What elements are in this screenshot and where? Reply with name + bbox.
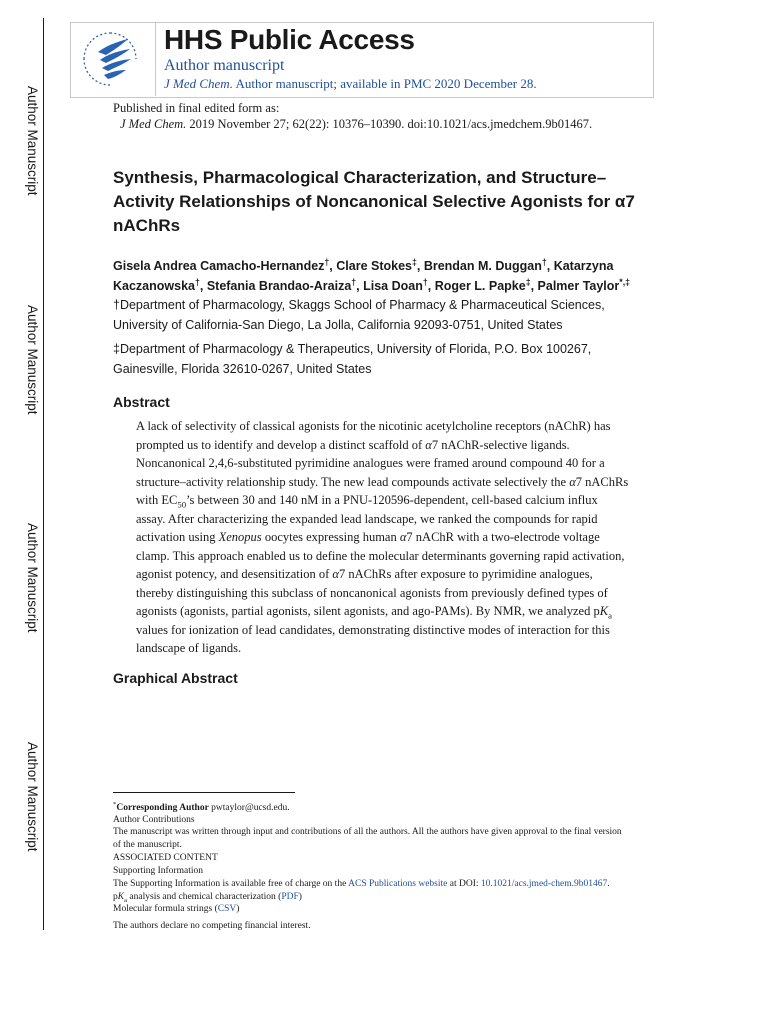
- pdf-link[interactable]: PDF: [281, 892, 299, 902]
- affiliation: ‡Department of Pharmacology & Therapeutics, University of Florida, P.O. Box 100267, Gainesville, Florida 32610-0267, United States: [113, 342, 592, 376]
- corresponding-author: *Corresponding Author pwtaylor@ucsd.edu.: [113, 800, 290, 813]
- author-contributions-heading: Author Contributions: [113, 815, 195, 825]
- associated-content-heading: ASSOCIATED CONTENT: [113, 853, 218, 863]
- competing-interest: The authors declare no competing financial interest.: [113, 921, 311, 931]
- article-title: Synthesis, Pharmacological Characterization, and Structure– Activity Relationships of Noncanonical Selective Agonists for α7 nAChRs: [113, 168, 635, 235]
- hhs-logo: [70, 22, 156, 96]
- published-label: Published in final edited form as:: [113, 101, 280, 115]
- doi-link[interactable]: 10.1021/acs.jmed-chem.9b01467: [480, 879, 608, 889]
- hhs-eagle-icon: [70, 22, 155, 96]
- supporting-information-heading: Supporting Information: [113, 866, 203, 876]
- pka-analysis-line: $pK_a$ analysis and chemical characterization (PDF): [113, 892, 302, 904]
- hhs-title: HHS Public Access: [164, 24, 415, 55]
- journal-availability: J Med Chem. Author manuscript; available in PMC 2020 December 28.: [164, 76, 537, 91]
- author-manuscript-label: Author manuscript: [164, 57, 285, 74]
- author-list: Gisela Andrea Camacho-Hernandez†, Clare Stokes‡, Brendan M. Duggan†, Katarzyna Kaczanowska†, Stefania Brandao-Araiza†, Lisa Doan†, Roger L. Papke‡, Palmer Taylor*,‡: [113, 256, 630, 293]
- csv-link[interactable]: CSV: [217, 904, 237, 914]
- supporting-information-text: The Supporting Information is available free of charge on the ACS Publications website at DOI: 10.1021/acs.jmed-chem.9b01467.: [113, 879, 610, 889]
- author-contributions-text: The manuscript was written through input and contributions of all the authors. All the authors have given approval to the final version of the manuscript.: [113, 827, 622, 850]
- abstract-body: A lack of selectivity of classical agonists for the nicotinic acetylcholine receptors (nAChR) has prompted us to identify and develop a distinct scaffold of α7 nAChR-selective ligands. Noncanonical 2,4,6-substituted pyrimidine analogues were framed around compound 40 for a structure–activity relationship study. The new lead compounds activate selectively the α7 nAChRs with $EC_{50}’s$ between 30 and 140 nM in a PNU-120596-dependent, cell-based calcium influx assay. After characterizing the expanded lead landscape, we ranked the compounds for rapid activation using Xenopus oocytes expressing human α7 nAChR with a two-electrode voltage clamp. This approach enabled us to define the molecular determinants governing rapid activation, agonist potency, and desensitization of α7 nAChRs after exposure to pyrimidine analogues, thereby distinguishing this subclass of noncanonical agonists from previously defined types of agonists (agonists, partial agonists, silent agonists, and ago-PAMs). By NMR, we analyzed $pK_a$ values for ionization of lead candidates, demonstrating distinctive modes of interaction for this landscape of ligands.: [136, 419, 629, 655]
- rail-line: [43, 18, 44, 930]
- graphical-abstract-heading: Graphical Abstract: [113, 670, 238, 686]
- formula-strings-line: Molecular formula strings (CSV): [113, 904, 240, 914]
- footnote-divider: [113, 792, 295, 793]
- citation: J Med Chem. 2019 November 27; 62(22): 10376–10390. doi:10.1021/acs.jmedchem.9b01467.: [120, 117, 593, 131]
- acs-website-link[interactable]: ACS Publications website: [348, 879, 448, 889]
- abstract-heading: Abstract: [113, 394, 170, 410]
- affiliation: †Department of Pharmacology, Skaggs School of Pharmacy & Pharmaceutical Sciences, University of California-San Diego, La Jolla, California 92093-0751, United States: [113, 298, 605, 332]
